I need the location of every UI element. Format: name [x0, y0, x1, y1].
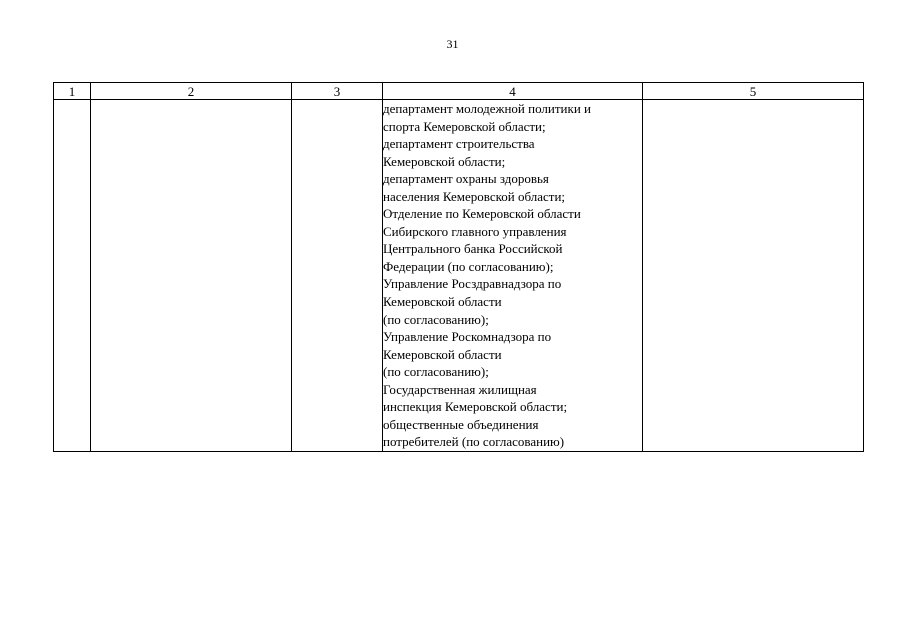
row-1-col-5: [643, 100, 864, 452]
table-row: [54, 100, 864, 452]
organization-line: Сибирского главного управления: [383, 223, 567, 239]
organization-line: Кемеровской области: [383, 294, 502, 310]
organization-line: Кемеровской области;: [383, 153, 506, 169]
organization-line: населения Кемеровской области;: [383, 188, 566, 204]
organization-line: департамент охраны здоровья: [383, 171, 549, 187]
organization-line: Управление Роскомнадзора по: [383, 329, 552, 345]
column-header-5: 5: [643, 83, 864, 100]
column-header-3: 3: [292, 83, 383, 100]
organization-line: Отделение по Кемеровской области: [383, 206, 581, 222]
row-1-col-1: [54, 100, 91, 452]
organization-line: (по согласованию);: [383, 364, 489, 380]
organization-line: общественные объединения: [383, 416, 539, 432]
organization-line: потребителей (по согласованию): [383, 434, 565, 450]
organization-line: спорта Кемеровской области;: [383, 118, 546, 134]
row-1-col-2: [91, 100, 292, 452]
organization-line: Центрального банка Российской: [383, 241, 563, 257]
organization-line: инспекция Кемеровской области;: [383, 399, 568, 415]
page-number: 31: [446, 37, 459, 51]
organization-line: департамент строительства: [383, 136, 535, 152]
organization-line: департамент молодежной политики и: [383, 101, 591, 116]
organization-line: Федерации (по согласованию);: [383, 258, 554, 274]
organization-line: Управление Росздравнадзора по: [383, 276, 562, 292]
organization-line: (по согласованию);: [383, 311, 489, 327]
organization-line: Государственная жилищная: [383, 381, 537, 397]
column-header-4: 4: [383, 83, 643, 100]
table-header-row: [54, 83, 864, 100]
column-header-2: 2: [91, 83, 292, 100]
row-1-col-4-organizations: [383, 100, 643, 452]
organization-line: Кемеровской области: [383, 346, 502, 362]
row-1-col-3: [292, 100, 383, 452]
column-header-1: 1: [54, 83, 91, 100]
document-table: [53, 82, 864, 452]
